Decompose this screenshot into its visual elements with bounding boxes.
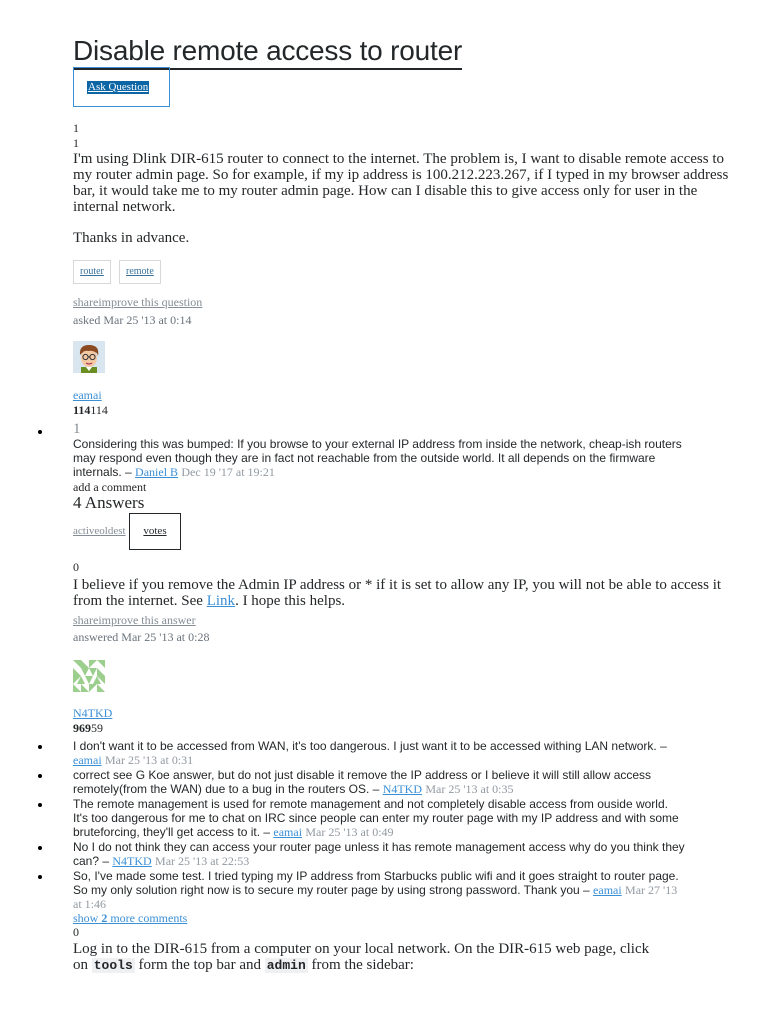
- show-more-text: more comments: [107, 911, 188, 925]
- comment-line: The remote management is used for remote management and not completely disable access from ouside world.: [73, 797, 668, 811]
- comment-date-continued: at 1:46: [73, 897, 106, 911]
- comment-line: So, I've made some test. I tried typing my IP address from Starbucks public wifi and it goes straight to router page.: [73, 869, 679, 883]
- comment-line: [73, 883, 763, 897]
- comment-text: remotely(from the WAN) due to a bug in the routers OS. –: [73, 782, 383, 796]
- answer-comment: [73, 739, 763, 767]
- show-more-count: 2: [101, 911, 108, 925]
- answers-sort-tabs[interactable]: activeoldest: [73, 525, 126, 537]
- answers-count-heading: 4 Answers: [73, 493, 145, 512]
- comment-date: Mar 25 '13 at 0:49: [305, 825, 394, 839]
- answer-body-line: I believe if you remove the Admin IP address or * if it is set to allow any IP, you will not be able to access it: [73, 577, 722, 593]
- comment-line: It's too dangerous for me to chat on IRC since people can enter my router page with my IP address and with some: [73, 811, 679, 825]
- question-vote-count: 1: [73, 121, 79, 135]
- comment-bullet: [38, 803, 42, 807]
- question-share-improve-links[interactable]: shareimprove this question: [73, 295, 203, 309]
- answer-body-line: Log in to the DIR-615 from a computer on your local network. On the DIR-615 web page, click: [73, 941, 650, 957]
- user-reputation: [73, 721, 103, 735]
- comment-line: may respond even though they are in fact not reachable from the outside world. It all depends on the firmware: [73, 451, 656, 465]
- question-comment: [73, 437, 763, 479]
- user-avatar-eamai[interactable]: [73, 341, 105, 373]
- answer-body: [73, 941, 763, 974]
- show-more-comments-link[interactable]: [73, 911, 187, 925]
- tag-remote[interactable]: remote: [119, 260, 161, 284]
- question-body-line: my router admin page. So for example, if my ip address is 100.212.223.267, if I typed in my browser address: [73, 167, 729, 183]
- user-reputation-score: 969: [73, 721, 91, 735]
- user-reputation-score: 114: [73, 403, 91, 417]
- comment-date: Mar 25 '13 at 0:31: [105, 753, 194, 767]
- comment-author-link[interactable]: eamai: [593, 883, 622, 897]
- answer-text: on: [73, 957, 92, 973]
- comment-score: 1: [73, 421, 81, 437]
- comment-author-link[interactable]: eamai: [73, 753, 102, 767]
- answer-comment: [73, 840, 763, 868]
- comment-line: Considering this was bumped: If you browse to your external IP address from inside the network, cheap-ish routers: [73, 437, 682, 451]
- sort-tab-votes[interactable]: [129, 513, 181, 550]
- question-body-line: bar, it would take me to my router admin page. How can I disable this to give access only for user in the: [73, 183, 698, 199]
- comment-line: No I do not think they can access your router page unless it has remote management access why do you think they: [73, 840, 685, 854]
- code-tools: tools: [93, 958, 133, 973]
- question-asked-date: asked Mar 25 '13 at 0:14: [73, 313, 192, 327]
- comment-date: Mar 25 '13 at 0:35: [425, 782, 514, 796]
- comment-line: I don't want it to be accessed from WAN, it's too dangerous. I just want it to be accessed withing LAN network. –: [73, 739, 667, 753]
- comment-date: Mar 27 '13: [625, 883, 678, 897]
- ask-question-button[interactable]: Ask Question: [88, 81, 149, 93]
- comment-text: can? –: [73, 854, 113, 868]
- user-avatar-n4tkd[interactable]: [73, 660, 105, 692]
- answer-text: from the sidebar:: [307, 957, 414, 973]
- answer-share-improve-links[interactable]: shareimprove this answer: [73, 613, 196, 627]
- comment-bullet: [38, 774, 42, 778]
- answer-text: form the top bar and: [134, 957, 265, 973]
- comment-author-link[interactable]: eamai: [273, 825, 303, 839]
- answer-comment: [73, 768, 763, 796]
- comment-text: internals. –: [73, 465, 136, 479]
- code-admin: admin: [266, 958, 306, 973]
- comment-date: Mar 25 '13 at 22:53: [155, 854, 250, 868]
- user-name-n4tkd[interactable]: N4TKD: [73, 706, 113, 720]
- tag-router[interactable]: router: [73, 260, 111, 284]
- answer-body-line: [73, 593, 763, 609]
- comment-author-link[interactable]: N4TKD: [112, 854, 152, 868]
- comment-text: So my only solution right now is to secure my router page by using strong password. Thank you –: [73, 883, 594, 897]
- ask-question-container: [73, 67, 170, 107]
- comment-date: Dec 19 '17 at 19:21: [181, 465, 275, 479]
- answer-score: 0: [73, 560, 79, 574]
- answer-body: [73, 577, 763, 609]
- user-reputation-score-plain: 114: [90, 403, 108, 417]
- page-title: Disable remote access to router: [73, 34, 462, 70]
- sort-tab-votes-label: votes: [143, 525, 167, 537]
- answer-link[interactable]: Link: [206, 593, 236, 609]
- answer-text: . I hope this helps.: [235, 593, 346, 609]
- answer-body-line: [73, 957, 763, 974]
- comment-line-last: [73, 825, 763, 839]
- question-body-line: internal network.: [73, 199, 176, 215]
- comment-line: correct see G Koe answer, but do not just disable it remove the IP address or I believe it will still allow access: [73, 768, 652, 782]
- comment-bullet: [38, 430, 42, 434]
- answer-text: from the internet. See: [73, 593, 207, 609]
- comment-line-last: [73, 465, 763, 479]
- user-reputation-score-plain: 59: [91, 721, 103, 735]
- question-vote-count-duplicate: 1: [73, 136, 79, 150]
- comment-line-last: [73, 753, 763, 767]
- answer-date: answered Mar 25 '13 at 0:28: [73, 630, 210, 644]
- comment-author-link[interactable]: N4TKD: [382, 782, 423, 796]
- show-more-text: show: [73, 911, 102, 925]
- answer-comment: [73, 869, 763, 911]
- question-thanks: Thanks in advance.: [73, 230, 190, 246]
- user-name-eamai[interactable]: eamai: [73, 388, 102, 402]
- add-comment-link[interactable]: add a comment: [73, 480, 147, 494]
- comment-bullet: [38, 846, 42, 850]
- answer-comment: [73, 797, 763, 839]
- question-body: [73, 151, 763, 215]
- comment-bullet: [38, 875, 42, 879]
- user-reputation: [73, 403, 108, 417]
- comment-author-link[interactable]: Daniel B: [135, 465, 179, 479]
- comment-line-last: [73, 782, 763, 796]
- comment-line-last: [73, 854, 763, 868]
- comment-text: bruteforcing, they'll get access to it. –: [73, 825, 274, 839]
- question-body-line: I'm using Dlink DIR-615 router to connect to the internet. The problem is, I want to disable remote access to: [73, 151, 725, 167]
- comment-bullet: [38, 745, 42, 749]
- answer-score: 0: [73, 925, 79, 939]
